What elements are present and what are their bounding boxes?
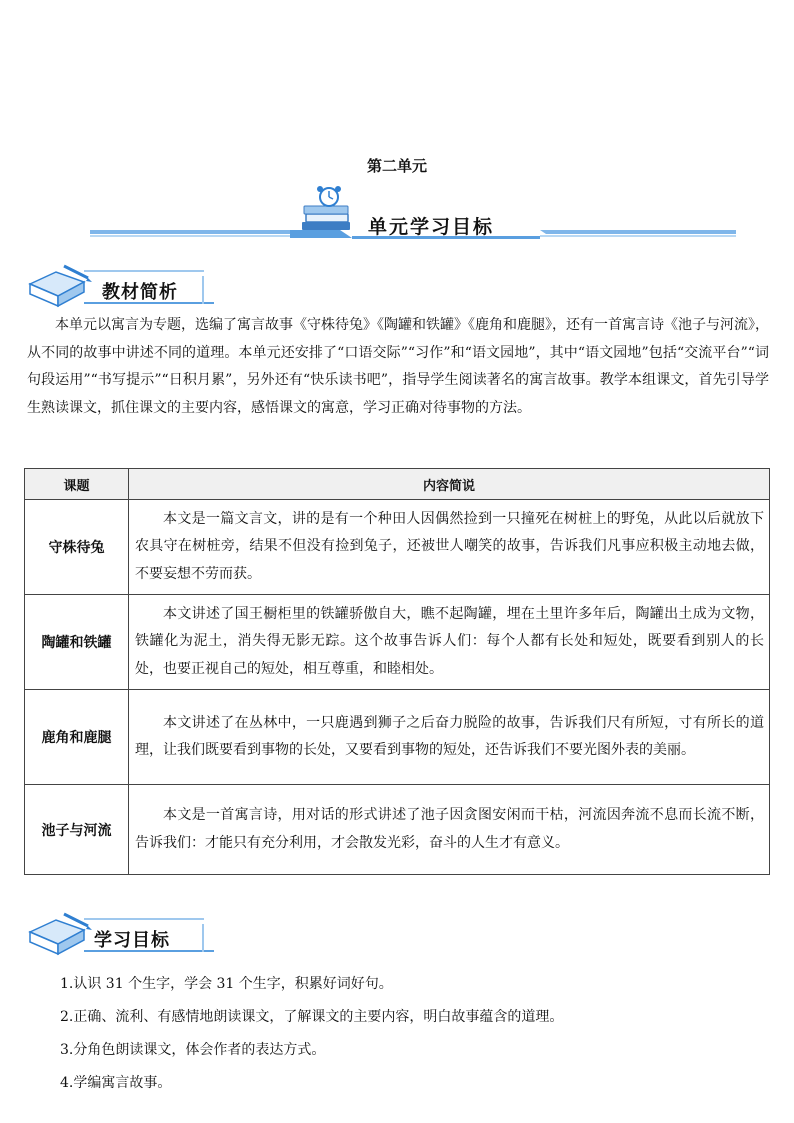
- lesson-summary-table: [24, 468, 770, 875]
- row-topic: 鹿角和鹿腿: [25, 690, 129, 785]
- row-topic: 守株待兔: [25, 500, 129, 595]
- table-header-row: [25, 469, 770, 500]
- unit-goals-banner: [90, 186, 736, 242]
- section-title: 教材简析: [102, 282, 178, 303]
- section-header-textbook: [26, 262, 226, 312]
- row-summary: 本文讲述了在丛林中，一只鹿遇到狮子之后奋力脱险的故事，告诉我们尺有所短，寸有所长的道理，让我们既要看到事物的长处，又要看到事物的短处，还告诉我们不要光图外表的美丽。: [129, 690, 770, 785]
- row-topic: 池子与河流: [25, 785, 129, 875]
- header-topic: 课题: [25, 469, 129, 500]
- goal-item: 1.认识 31 个生字，学会 31 个生字，积累好词好句。: [60, 976, 393, 992]
- table-row: [25, 595, 770, 690]
- section-title: 学习目标: [94, 930, 170, 951]
- row-summary: 本文是一首寓言诗，用对话的形式讲述了池子因贪图安闲而干枯，河流因奔流不息而长流不断，告诉我们：才能只有充分利用，才会散发光彩，奋斗的人生才有意义。: [129, 785, 770, 875]
- goals-list: [60, 968, 760, 1100]
- row-summary: 本文讲述了国王橱柜里的铁罐骄傲自大，瞧不起陶罐，埋在土里许多年后，陶罐出土成为文物，铁罐化为泥土，消失得无影无踪。这个故事告诉人们：每个人都有长处和短处，既要看到别人的长处，也要正视自己的短处，相互尊重，和睦相处。: [129, 595, 770, 690]
- book-stack-clock-icon: [302, 186, 350, 230]
- table-row: [25, 500, 770, 595]
- row-summary: 本文是一篇文言文，讲的是有一个种田人因偶然捡到一只撞死在树桩上的野兔，从此以后就放下农具守在树桩旁，结果不但没有捡到兔子，还被世人嘲笑的故事，告诉我们凡事应积极主动地去做，不要妄想不劳而获。: [129, 500, 770, 595]
- table-row: [25, 785, 770, 875]
- intro-paragraph: 本单元以寓言为专题，选编了寓言故事《守株待兔》《陶罐和铁罐》《鹿角和鹿腿》，还有一首寓言诗《池子与河流》，从不同的故事中讲述不同的道理。本单元还安排了“口语交际”“习作”和“语文园地”，其中“语文园地”包括“交流平台”“词句段运用”“书写提示”“日积月累”，另外还有“快乐读书吧”，指导学生阅读著名的寓言故事。教学本组课文，首先引导学生熟读课文，抓住课文的主要内容，感悟课文的寓意，学习正确对待事物的方法。: [27, 317, 769, 416]
- goal-item: 3.分角色朗读课文，体会作者的表达方式。: [60, 1042, 326, 1058]
- banner-title: 单元学习目标: [368, 216, 495, 238]
- header-summary: 内容简说: [129, 469, 770, 500]
- book-pencil-icon: [30, 266, 92, 306]
- book-pencil-icon: [30, 914, 92, 954]
- table-row: [25, 690, 770, 785]
- section-header-goals: [26, 910, 226, 960]
- row-topic: 陶罐和铁罐: [25, 595, 129, 690]
- goal-item: 2.正确、流利、有感情地朗读课文，了解课文的主要内容，明白故事蕴含的道理。: [60, 1009, 564, 1025]
- goal-item: 4.学编寓言故事。: [60, 1075, 172, 1091]
- unit-title: 第二单元: [366, 157, 427, 175]
